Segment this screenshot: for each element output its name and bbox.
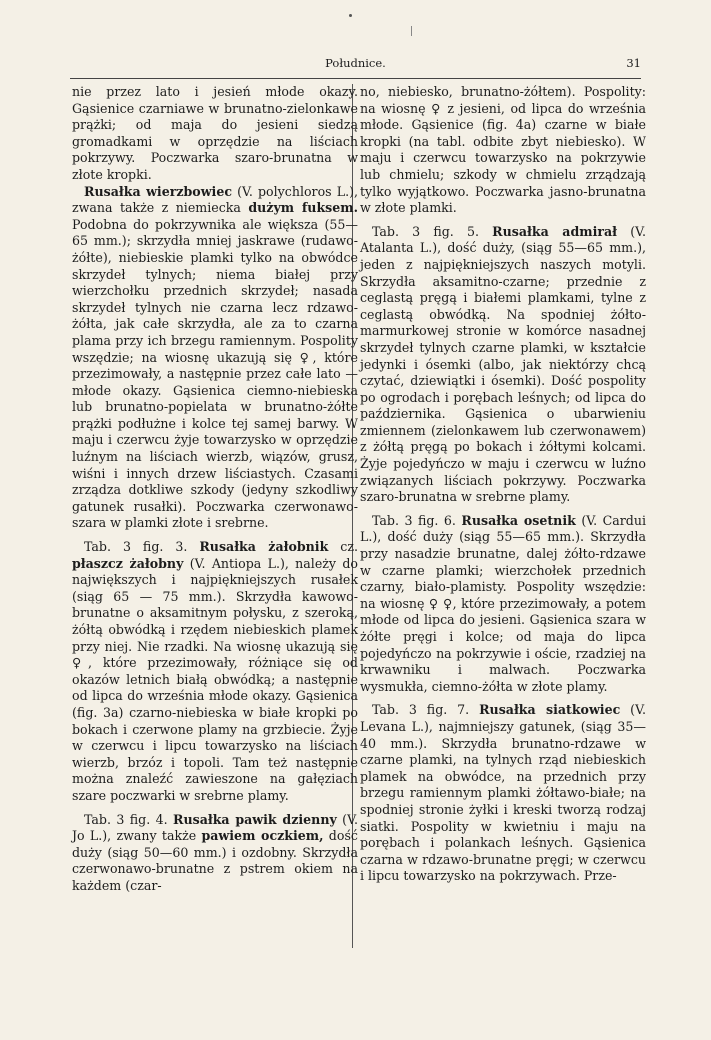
plate-reference: Tab. 3 fig. 5. — [372, 223, 479, 239]
header-rule — [70, 78, 641, 79]
species-heading: Rusałka siatkowiec — [479, 702, 621, 718]
paragraph: no, niebiesko, brunatno-żółtem). Pospolity: na wiosnę ♀ z jesieni, od lipca do września młode. Gąsienice (fig. 4a) czarne w białe kropki (na tabl. odbite zbyt niebiesko). W maju i czerwcu towarzysko na pokrzywie lub chmielu; szkody w chmielu zrządzają tylko wyjątkowo. Poczwarka jasno-brunatna w złote plamki. — [360, 84, 646, 216]
page-number: 31 — [626, 56, 641, 70]
paragraph: Tab. 3 fig. 5. Rusałka admirał (V. Atalanta L.), dość duży, (siąg 55—65 mm.), jeden z najpiękniejszych naszych motyli. Skrzydła aksamitno-czarne; przednie z ceglastą pręgą i białemi plamkami, tylne z ceglastą obwódką. Na spodniej żółto-marmurkowej stronie w komórce nasadnej skrzydeł tylnych czarne plamki, w kształcie jedynki i ósemki (albo, jak niektórzy chcą czytać, dziewiątki i ósemki). Dość pospolity po ogrodach i porębach leśnych; od lipca do października. Gąsienica o ubarwieniu zmiennem (zielonkawem lub czerwonawem) z żółtą pręgą po bokach i żółtymi kolcami. Żyje pojedyńczo w maju i czerwcu w luźno związanych liściach pokrzywy. Poczwarka szaro-brunatna w srebrne plamy. — [360, 223, 646, 505]
plate-reference: Tab. 3 fig. 7. — [372, 702, 470, 718]
common-name: płaszcz żałobny — [72, 555, 184, 571]
plate-reference: Tab. 3 fig. 6. — [372, 512, 456, 528]
paragraph: Tab. 3 fig. 3. Rusałka żałobnik cz. płaszcz żałobny (V. Antiopa L.), należy do największych i najpiękniejszych rusałek (siąg 65 — 75 mm.). Skrzydła kawowo-brunatne o aksamitnym połysku, z szeroką, żółtą obwódką i rzędem niebieskich plamek przy niej. Nie rzadki. Na wiosnę ukazują się ♀, które przezimowały, różniące się od okazów letnich białą obwódką; a następnie od lipca do września młode okazy. Gąsienica (fig. 3a) czarno-niebieska w białe kropki po bokach i czerwone plamy na grzbiecie. Żyje w czerwcu i lipcu towarzysko na liściach wierzb, brzóz i topoli. Tam też następnie można znaleźć zawieszone na gałęziach szare poczwarki w srebrne plamy. — [72, 539, 358, 803]
ink-dot — [349, 14, 352, 17]
page-title: Południce. — [325, 56, 386, 70]
running-header — [70, 56, 641, 74]
plate-reference: Tab. 3 fig. 3. — [84, 539, 188, 555]
paragraph: nie przez lato i jesień młode okazy. Gąsienice czarniawe w brunatno-zielonkawe prążki; od maja do jesieni siedzą gromadkami w oprzędzie na liściach pokrzywy. Poczwarka szaro-brunatna w złote kropki. — [72, 84, 358, 182]
right-column — [360, 84, 646, 885]
ink-mark — [411, 26, 412, 36]
plate-reference: Tab. 3 fig. 4. — [84, 811, 168, 827]
species-heading: Rusałka wierzbowiec — [84, 183, 233, 199]
paragraph: Rusałka wierzbowiec (V. polychloros L.), zwana także z niemiecka dużym fuksem. Podobna do pokrzywnika ale większa (55—65 mm.); skrzydła mniej jaskrawe (rudawo-żółte), niebieskie plamki tylko na obwódce skrzydeł tylnych; niema białej przy wierzchołku przednich skrzydeł; nasada skrzydeł tylnych nie czarna lecz rdzawo-żółta, jak całe skrzydła, ale za to czarna plama przy ich brzegu ramiennym. Pospolity wszędzie; na wiosnę ukazują się ♀, które przezimowały, a następnie przez całe lato — młode okazy. Gąsienica ciemno-niebieska lub brunatno-popielata w brunatno-żółte prążki podłużne i kolce tej samej barwy. W maju i czerwcu żyje towarzysko w oprzędzie luźnym na liściach wierzb, wiązów, grusz, wiśni i innych drzew liściastych. Czasami zrządza dotkliwe szkody (jedyny szkodliwy gatunek rusałki). Poczwarka czerwonawo-szara w plamki złote i srebrne. — [72, 183, 358, 531]
common-name: dużym fuksem. — [248, 200, 358, 216]
paragraph: Tab. 3 fig. 6. Rusałka osetnik (V. Cardui L.), dość duży (siąg 55—65 mm.). Skrzydła przy nasadzie brunatne, dalej żółto-rdzawe w czarne plamki; wierzchołek przednich czarny, biało-plamisty. Pospolity wszędzie: na wiosnę ♀ ♀, które przezimowały, a potem młode od lipca do jesieni. Gąsienica szara w żółte pręgi i kolce; od maja do lipca pojedyńczo na pokrzywie i oście, rzadziej na krwawniku i malwach. Poczwarka wysmukła, ciemno-żółta w złote plamy. — [360, 512, 646, 694]
species-heading: Rusałka admirał — [492, 223, 618, 239]
common-name: pawiem oczkiem, — [201, 828, 324, 844]
paragraph: Tab. 3 fig. 7. Rusałka siatkowiec (V. Levana L.), najmniejszy gatunek, (siąg 35—40 mm.). Skrzydła brunatno-rdzawe w czarne plamki, na tylnych rząd niebieskich plamek na obwódce, na przednich przy brzegu ramiennym plamki żółtawo-białe; na spodniej stronie żyłki i kreski tworzą rodzaj siatki. Pospolity w kwietniu i maju na porębach i polankach leśnych. Gąsienica czarna w rdzawo-brunatne pręgi; w czerwcu i lipcu towarzysko na pokrzywach. Prze- — [360, 702, 646, 884]
left-column — [72, 84, 358, 895]
species-heading: Rusałka osetnik — [461, 512, 576, 528]
species-heading: Rusałka żałobnik — [199, 539, 329, 555]
species-heading: Rusałka pawik dzienny — [172, 811, 337, 827]
paragraph: Tab. 3 fig. 4. Rusałka pawik dzienny (V. Jo L.), zwany także pawiem oczkiem, dość duży (siąg 50—60 mm.) i ozdobny. Skrzydła czerwonawo-brunatne z pstrem okiem na każdem (czar- — [72, 811, 358, 893]
